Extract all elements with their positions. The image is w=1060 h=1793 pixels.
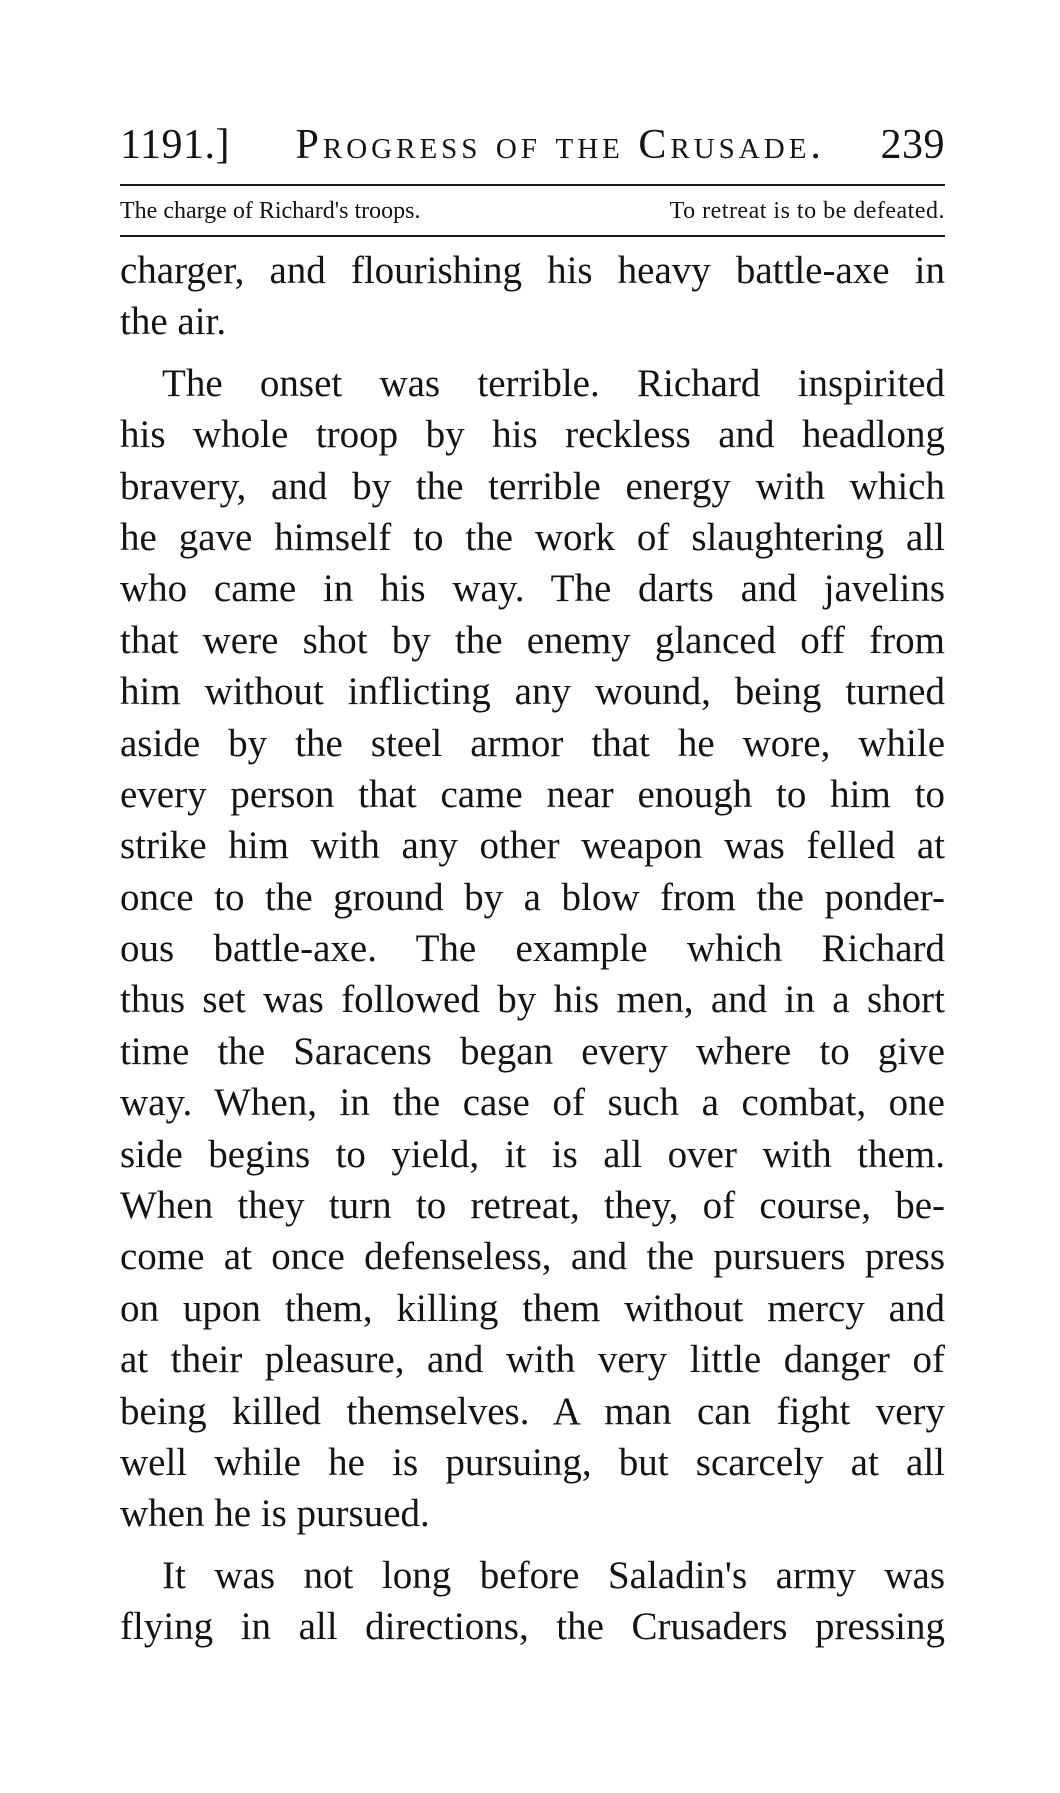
text-line: aside by the steel armor that he wore, while (120, 721, 945, 765)
subheading-right: To retreat is to be defeated. (669, 198, 945, 224)
text-line: well while he is pursuing, but scarcely at all (120, 1440, 945, 1484)
text-line: The onset was terrible. Richard inspirited (162, 361, 945, 405)
text-line: ous battle-axe. The example which Richard (120, 927, 945, 971)
paragraph-gap (120, 1540, 945, 1550)
text-line: every person that came near enough to him to (120, 772, 945, 816)
running-head (120, 118, 945, 172)
text-line: the air. (120, 300, 227, 344)
text-line: he gave himself to the work of slaughtering all (120, 515, 945, 559)
page-number: 239 (880, 122, 945, 168)
text-line: When they turn to retreat, they, of course, be- (120, 1184, 945, 1228)
text-line: It was not long before Saladin's army was (162, 1553, 945, 1597)
subheading-left: The charge of Richard's troops. (120, 198, 421, 224)
text-line: that were shot by the enemy glanced off from (120, 618, 945, 662)
text-line: come at once defenseless, and the pursuers press (120, 1235, 945, 1279)
text-line: him without inflicting any wound, being turned (120, 670, 945, 714)
text-line: once to the ground by a blow from the ponder- (120, 875, 945, 919)
text-line: way. When, in the case of such a combat, one (120, 1081, 945, 1125)
header-rule-top (120, 184, 945, 186)
text-line: strike him with any other weapon was felled at (120, 824, 945, 868)
text-line: thus set was followed by his men, and in a short (120, 978, 945, 1022)
text-line: on upon them, killing them without mercy and (120, 1286, 945, 1330)
header-year: 1191.] (120, 122, 230, 168)
text-line: being killed themselves. A man can fight very (120, 1389, 945, 1433)
subheadings (120, 192, 945, 230)
body-text (120, 245, 945, 1653)
text-line: flying in all directions, the Crusaders pressing (120, 1605, 945, 1649)
header-rule-bottom (120, 235, 945, 237)
header-title: Progress of the Crusade. (295, 122, 825, 168)
text-line: when he is pursued. (120, 1492, 430, 1536)
text-line: at their pleasure, and with very little danger of (120, 1338, 945, 1382)
text-line: side begins to yield, it is all over with them. (120, 1132, 945, 1176)
text-line: his whole troop by his reckless and headlong (120, 413, 945, 457)
text-line: time the Saracens began every where to give (120, 1029, 945, 1073)
text-line: bravery, and by the terrible energy with which (120, 464, 945, 508)
text-line: charger, and flourishing his heavy battle-axe in (120, 249, 945, 292)
paragraph-gap (120, 348, 945, 358)
text-line: who came in his way. The darts and javelins (120, 567, 945, 611)
